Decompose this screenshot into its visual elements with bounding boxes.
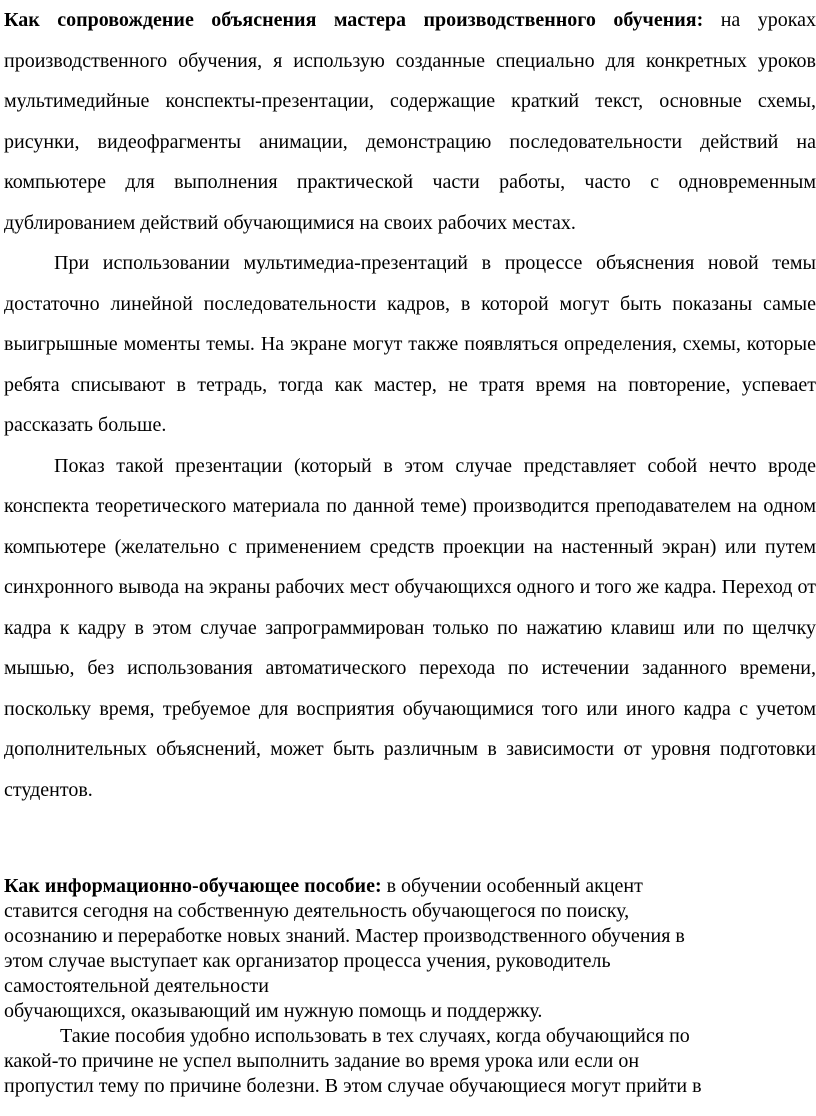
paragraph-1-text: на уроках производственного обучения, я использую созданные специально для конкретных уроков мультимедийные конспекты-презентации, содержащие краткий текст, основные схемы, рисунки, видеофрагменты анимации, демонстрацию последовательности действий на компьютере для выполнения практической части работы, часто с одновременным дублированием действий обучающимися на своих рабочих местах. — [4, 9, 816, 234]
paragraph-4-line-1 — [4, 874, 804, 899]
paragraph-4-line-1-text: в обучении особенный акцент — [381, 875, 643, 897]
paragraph-5 — [4, 1024, 804, 1099]
paragraph-5-line-2: какой-то причине не успел выполнить задание во время урока или если он — [4, 1050, 640, 1072]
paragraph-4-line-5: самостоятельной деятельности — [4, 975, 269, 997]
paragraph-4-line-6: обучающихся, оказывающий им нужную помощь и поддержку. — [4, 1000, 543, 1022]
paragraph-4-line-3: осознанию и переработке новых знаний. Мастер производственного обучения в — [4, 925, 685, 947]
paragraph-2: При использовании мультимедиа-презентаций в процессе объяснения новой темы достаточно линейной последовательности кадров, в которой могут быть показаны самые выигрышные моменты темы. На экране могут также появляться определения, схемы, которые ребята списывают в тетрадь, тогда как мастер, не тратя время на повторение, успевает рассказать больше. — [4, 252, 816, 436]
paragraph-4-line-4: этом случае выступает как организатор процесса учения, руководитель — [4, 950, 611, 972]
section-heading-information: Как информационно-обучающее пособие: — [4, 875, 382, 897]
section-information — [4, 874, 804, 1099]
paragraph-4 — [4, 874, 804, 1024]
paragraph-1 — [4, 0, 816, 243]
section-explanation — [4, 0, 816, 810]
section-heading-explanation: Как сопровождение объяснения мастера производственного обучения: — [4, 9, 704, 31]
paragraph-4-line-2: ставится сегодня на собственную деятельность обучающегося по поиску, — [4, 900, 630, 922]
paragraph-5-line-3: пропустил тему по причине болезни. В этом случае обучающиеся могут прийти в — [4, 1075, 702, 1097]
paragraph-3: Показ такой презентации (который в этом случае представляет собой нечто вроде конспекта теоретического материала по данной теме) производится преподавателем на одном компьютере (желательно с применением средств проекции на настенный экран) или путем синхронного вывода на экраны рабочих мест обучающихся одного и того же кадра. Переход от кадра к кадру в этом случае запрограммирован только по нажатию клавиш или по щелчку мышью, без использования автоматического перехода по истечении заданного времени, поскольку время, требуемое для восприятия обучающимися того или иного кадра с учетом дополнительных объяснений, может быть различным в зависимости от уровня подготовки студентов. — [4, 454, 816, 801]
paragraph-5-line-1: Такие пособия удобно использовать в тех случаях, когда обучающийся по — [60, 1025, 690, 1047]
